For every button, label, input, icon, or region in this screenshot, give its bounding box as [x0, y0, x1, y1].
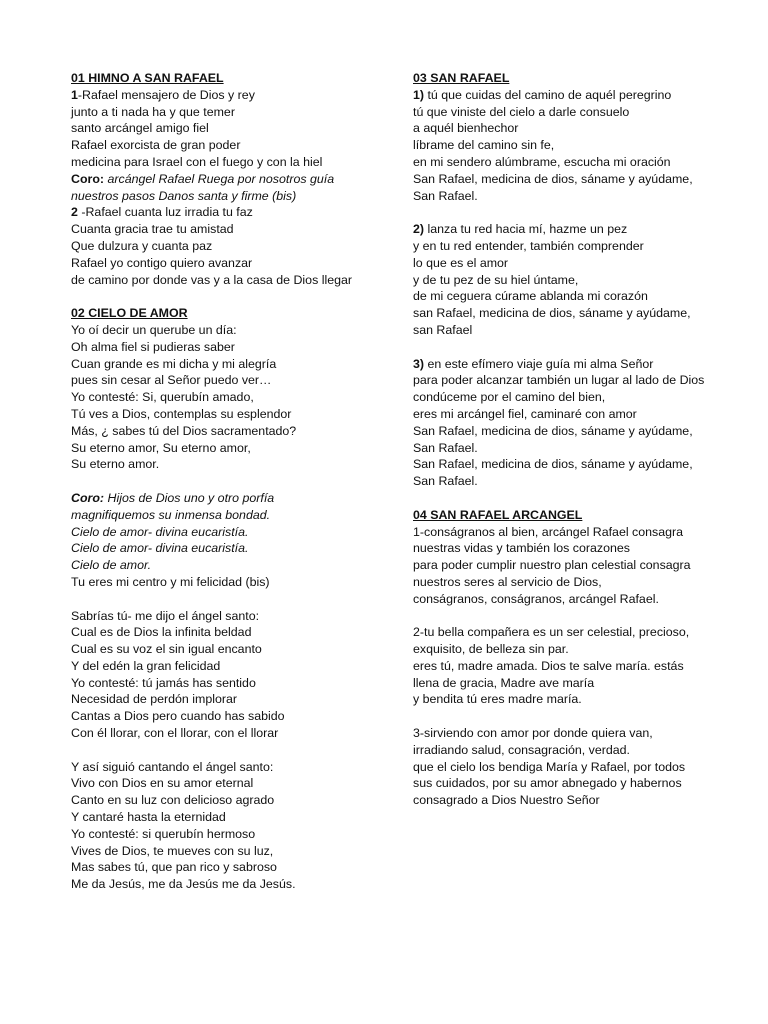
- verse-line: consagrado a Dios Nuestro Señor: [413, 793, 600, 808]
- verse-line: San Rafael.: [413, 440, 478, 455]
- verse-line: de mi ceguera cúrame ablanda mi corazón: [413, 289, 648, 304]
- verse-line: Cuanta gracia trae tu amistad: [71, 222, 234, 237]
- verse-line: Mas sabes tú, que pan rico y sabroso: [71, 860, 277, 875]
- left-column: [71, 70, 391, 893]
- verse-line: tú que viniste del cielo a darle consuelo: [413, 104, 630, 119]
- verse-line: San Rafael.: [413, 188, 478, 203]
- verse-line: Rafael yo contigo quiero avanzar: [71, 255, 253, 270]
- verse-line: y bendita tú eres madre maría.: [413, 692, 582, 707]
- section-title-himno: 01 HIMNO A SAN RAFAEL: [71, 71, 224, 85]
- verse-line: Cuan grande es mi dicha y mi alegría: [71, 356, 277, 371]
- verse-line: medicina para Israel con el fuego y con la hiel: [71, 154, 323, 169]
- verse-line: pues sin cesar al Señor puedo ver…: [71, 373, 272, 388]
- verse-line: Su eterno amor, Su eterno amor,: [71, 440, 251, 455]
- verse-line: Vivo con Dios en su amor eternal: [71, 776, 254, 791]
- verse-line: eres tú, madre amada. Dios te salve maría. estás: [413, 658, 684, 673]
- verse-number: 2): [413, 222, 425, 237]
- chorus-label: Coro:: [71, 171, 105, 186]
- verse-line: San Rafael.: [413, 474, 478, 489]
- verse-line: a aquél bienhechor: [413, 121, 519, 136]
- verse-line: Con él llorar, con el llorar, con el llorar: [71, 726, 279, 741]
- verse-line: [413, 356, 753, 373]
- spacer: [71, 742, 391, 759]
- verse-line: sus cuidados, por su amor abnegado y habernos: [413, 776, 682, 791]
- verse-line: Cual es de Dios la infinita beldad: [71, 625, 252, 640]
- chorus-line: Cielo de amor- divina eucaristía.: [71, 524, 249, 539]
- spacer: [413, 608, 753, 625]
- chorus-line: Tu eres mi centro y mi felicidad (bis): [71, 574, 270, 589]
- verse-line: Que dulzura y cuanta paz: [71, 238, 213, 253]
- verse-line: conságranos, conságranos, arcángel Rafael.: [413, 591, 659, 606]
- verse-line: de camino por donde vas y a la casa de Dios llegar: [71, 272, 353, 287]
- section-title-san-rafael: 03 SAN RAFAEL: [413, 71, 510, 85]
- verse-line: líbrame del camino sin fe,: [413, 138, 555, 153]
- spacer: [413, 708, 753, 725]
- verse-line: eres mi arcángel fiel, caminaré con amor: [413, 406, 637, 421]
- verse-number: 3): [413, 356, 425, 371]
- verse-line: santo arcángel amigo fiel: [71, 121, 209, 136]
- verse-line: y en tu red entender, también comprender: [413, 238, 644, 253]
- chorus-line: [71, 490, 391, 507]
- verse-line: que el cielo los bendiga María y Rafael, por todos: [413, 759, 686, 774]
- verse-line: llena de gracia, Madre ave maría: [413, 675, 595, 690]
- verse-line: Yo contesté: tú jamás has sentido: [71, 675, 256, 690]
- verse-line: 2-tu bella compañera es un ser celestial, precioso,: [413, 625, 690, 640]
- verse-text: -Rafael mensajero de Dios y rey: [77, 87, 255, 102]
- chorus-line: Cielo de amor.: [71, 558, 152, 573]
- chorus-line: Cielo de amor- divina eucaristía.: [71, 541, 249, 556]
- verse-line: nuestras vidas y también los corazones: [413, 541, 630, 556]
- verse-line: Cual es su voz el sin igual encanto: [71, 642, 262, 657]
- chorus-line: magnifiquemos su inmensa bondad.: [71, 507, 271, 522]
- right-column: [413, 70, 753, 809]
- verse-line: Oh alma fiel si pudieras saber: [71, 339, 235, 354]
- verse-line: nuestros seres al servicio de Dios,: [413, 574, 602, 589]
- verse-line: san Rafael, medicina de dios, sáname y ayúdame,: [413, 306, 691, 321]
- verse-line: Yo contesté: si querubín hermoso: [71, 826, 256, 841]
- verse-line: San Rafael, medicina de dios, sáname y ayúdame,: [413, 423, 693, 438]
- verse-number: 2: [71, 205, 78, 220]
- verse-line: en mi sendero alúmbrame, escucha mi oración: [413, 154, 671, 169]
- verse-line: [71, 204, 391, 221]
- verse-line: Rafael exorcista de gran poder: [71, 138, 241, 153]
- chorus-line: nuestros pasos Danos santa y firme (bis): [71, 188, 297, 203]
- spacer: [71, 288, 391, 305]
- chorus-line: [71, 171, 391, 188]
- verse-line: condúceme por el camino del bien,: [413, 390, 606, 405]
- verse-line: san Rafael: [413, 322, 473, 337]
- section-title-arcangel: 04 SAN RAFAEL ARCANGEL: [413, 507, 583, 522]
- verse-line: Vives de Dios, te mueves con su luz,: [71, 843, 274, 858]
- verse-text: lanza tu red hacia mí, hazme un pez: [424, 222, 628, 237]
- verse-line: San Rafael, medicina de dios, sáname y ayúdame,: [413, 171, 693, 186]
- verse-text: -Rafael cuanta luz irradia tu faz: [77, 205, 253, 220]
- verse-line: 1-conságranos al bien, arcángel Rafael consagra: [413, 524, 684, 539]
- verse-line: [413, 221, 753, 238]
- section-title-cielo: 02 CIELO DE AMOR: [71, 306, 188, 321]
- spacer: [413, 204, 753, 221]
- verse-line: Cantas a Dios pero cuando has sabido: [71, 709, 285, 724]
- verse-line: Yo contesté: Si, querubín amado,: [71, 390, 254, 405]
- verse-line: Y del edén la gran felicidad: [71, 658, 221, 673]
- spacer: [71, 591, 391, 608]
- verse-number: 1): [413, 87, 425, 102]
- verse-line: y de tu pez de su hiel úntame,: [413, 272, 579, 287]
- verse-line: para poder cumplir nuestro plan celestial consagra: [413, 558, 691, 573]
- verse-line: [71, 87, 391, 104]
- verse-line: lo que es el amor: [413, 255, 509, 270]
- verse-line: Yo oí decir un querube un día:: [71, 322, 237, 337]
- verse-line: San Rafael, medicina de dios, sáname y ayúdame,: [413, 457, 693, 472]
- spacer: [71, 473, 391, 490]
- verse-line: junto a ti nada ha y que temer: [71, 104, 235, 119]
- chorus-label: Coro:: [71, 490, 105, 505]
- verse-line: Tú ves a Dios, contemplas su esplendor: [71, 406, 292, 421]
- verse-line: Canto en su luz con delicioso agrado: [71, 793, 275, 808]
- verse-line: [413, 87, 753, 104]
- verse-line: Y así siguió cantando el ángel santo:: [71, 759, 274, 774]
- verse-line: exquisito, de belleza sin par.: [413, 642, 569, 657]
- spacer: [413, 490, 753, 507]
- verse-text: tú que cuidas del camino de aquél peregrino: [424, 87, 672, 102]
- spacer: [413, 339, 753, 356]
- verse-line: Me da Jesús, me da Jesús me da Jesús.: [71, 877, 296, 892]
- verse-line: Su eterno amor.: [71, 457, 160, 472]
- chorus-text: Hijos de Dios uno y otro porfía: [104, 490, 275, 505]
- verse-line: 3-sirviendo con amor por donde quiera van,: [413, 726, 653, 741]
- verse-line: Más, ¿ sabes tú del Dios sacramentado?: [71, 423, 297, 438]
- verse-line: Y cantaré hasta la eternidad: [71, 810, 226, 825]
- chorus-text: arcángel Rafael Ruega por nosotros guía: [104, 171, 335, 186]
- verse-line: para poder alcanzar también un lugar al lado de Dios: [413, 373, 705, 388]
- verse-number: 1: [71, 87, 78, 102]
- verse-line: Necesidad de perdón implorar: [71, 692, 237, 707]
- verse-line: Sabrías tú- me dijo el ángel santo:: [71, 608, 260, 623]
- verse-line: irradiando salud, consagración, verdad.: [413, 742, 630, 757]
- verse-text: en este efímero viaje guía mi alma Señor: [424, 356, 654, 371]
